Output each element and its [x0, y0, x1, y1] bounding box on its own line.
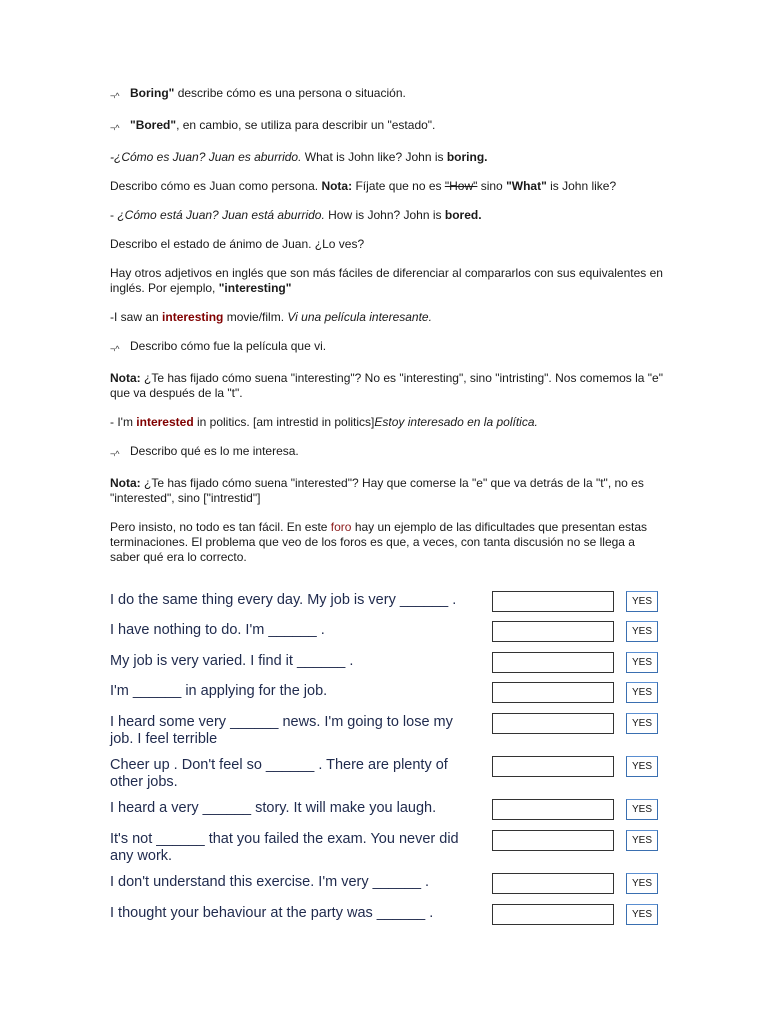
answer-input-7[interactable]: [492, 799, 614, 820]
yes-button-7[interactable]: YES: [626, 799, 658, 820]
paragraph-note-interested: Nota: ¿Te has fijado cómo suena "interested"? Hay que comerse la "e" que va detrás de la "t", no es "interested", sino ["intrestid"]: [110, 476, 644, 505]
paragraph-describe-movie: ¬^ Describo cómo fue la película que vi.: [110, 339, 665, 357]
yes-button-2[interactable]: YES: [626, 621, 658, 642]
paragraph-example-boring: -¿Cómo es Juan? Juan es aburrido. What is John like? John is boring.: [110, 150, 488, 164]
answer-input-10[interactable]: [492, 904, 614, 925]
forum-link[interactable]: foro: [330, 520, 352, 534]
question-text: I'm ______ in applying for the job.: [110, 683, 328, 699]
paragraph-note-interesting: Nota: ¿Te has fijado cómo suena "interesting"? No es "interesting", sino "intristing". Nos comemos la "e" que va después de la "t".: [110, 371, 663, 400]
yes-button-3[interactable]: YES: [626, 652, 658, 673]
yes-button-9[interactable]: YES: [626, 873, 658, 894]
paragraph-note-what: Describo cómo es Juan como persona. Nota: Fíjate que no es "How" sino "What" is John like?: [110, 179, 617, 193]
answer-input-3[interactable]: [492, 652, 614, 673]
bullet-icon: ¬^: [110, 344, 120, 354]
paragraph-example-bored: - ¿Cómo está Juan? Juan está aburrido. How is John? John is bored.: [110, 208, 482, 222]
yes-button-6[interactable]: YES: [626, 756, 658, 777]
paragraph-forum: Pero insisto, no todo es tan fácil. En este foro hay un ejemplo de las dificultades que presentan estas terminaciones. El problema que veo de los foros es que, a veces, con tanta discusión no se llega a saber qué era lo correcto.: [110, 520, 648, 564]
answer-input-1[interactable]: [492, 591, 614, 612]
bullet-icon: ¬^: [110, 91, 120, 101]
paragraph-other-adjectives: Hay otros adjetivos en inglés que son más fáciles de diferenciar al compararlos con sus equivalentes en inglés. Por ejemplo, "interesting": [110, 266, 663, 295]
answer-input-2[interactable]: [492, 621, 614, 642]
yes-button-1[interactable]: YES: [626, 591, 658, 612]
question-text: My job is very varied. I find it ______ .: [110, 653, 354, 669]
question-text: I heard a very ______ story. It will make you laugh.: [110, 800, 437, 816]
answer-input-5[interactable]: [492, 713, 614, 734]
answer-input-4[interactable]: [492, 682, 614, 703]
question-text: I do the same thing every day. My job is very ______ .: [110, 592, 457, 608]
question-text: I thought your behaviour at the party was ______ .: [110, 905, 434, 921]
paragraph-bored: ¬^ "Bored", en cambio, se utiliza para describir un "estado".: [110, 118, 665, 136]
bullet-icon: ¬^: [110, 449, 120, 459]
answer-input-6[interactable]: [492, 756, 614, 777]
question-text: I don't understand this exercise. I'm very ______ .: [110, 874, 430, 890]
yes-button-4[interactable]: YES: [626, 682, 658, 703]
question-text: I heard some very ______ news. I'm going to lose my job. I feel terrible: [110, 714, 453, 747]
paragraph-example-interested: - I'm interested in politics. [am intrestid in politics]Estoy interesado en la política.: [110, 415, 538, 429]
paragraph-state: Describo el estado de ánimo de Juan. ¿Lo ves?: [110, 237, 365, 251]
paragraph-boring: ¬^ Boring" describe cómo es una persona o situación.: [110, 86, 665, 104]
yes-button-10[interactable]: YES: [626, 904, 658, 925]
question-text: Cheer up . Don't feel so ______ . There are plenty of other jobs.: [110, 757, 448, 790]
explanation-section: [110, 86, 665, 579]
yes-button-8[interactable]: YES: [626, 830, 658, 851]
answer-input-8[interactable]: [492, 830, 614, 851]
bullet-icon: ¬^: [110, 123, 120, 133]
answer-input-9[interactable]: [492, 873, 614, 894]
question-text: It's not ______ that you failed the exam. You never did any work.: [110, 831, 459, 864]
question-text: I have nothing to do. I'm ______ .: [110, 622, 325, 638]
yes-button-5[interactable]: YES: [626, 713, 658, 734]
paragraph-describe-interest: ¬^ Describo qué es lo me interesa.: [110, 444, 665, 462]
paragraph-example-interesting: -I saw an interesting movie/film. Vi una película interesante.: [110, 310, 432, 324]
